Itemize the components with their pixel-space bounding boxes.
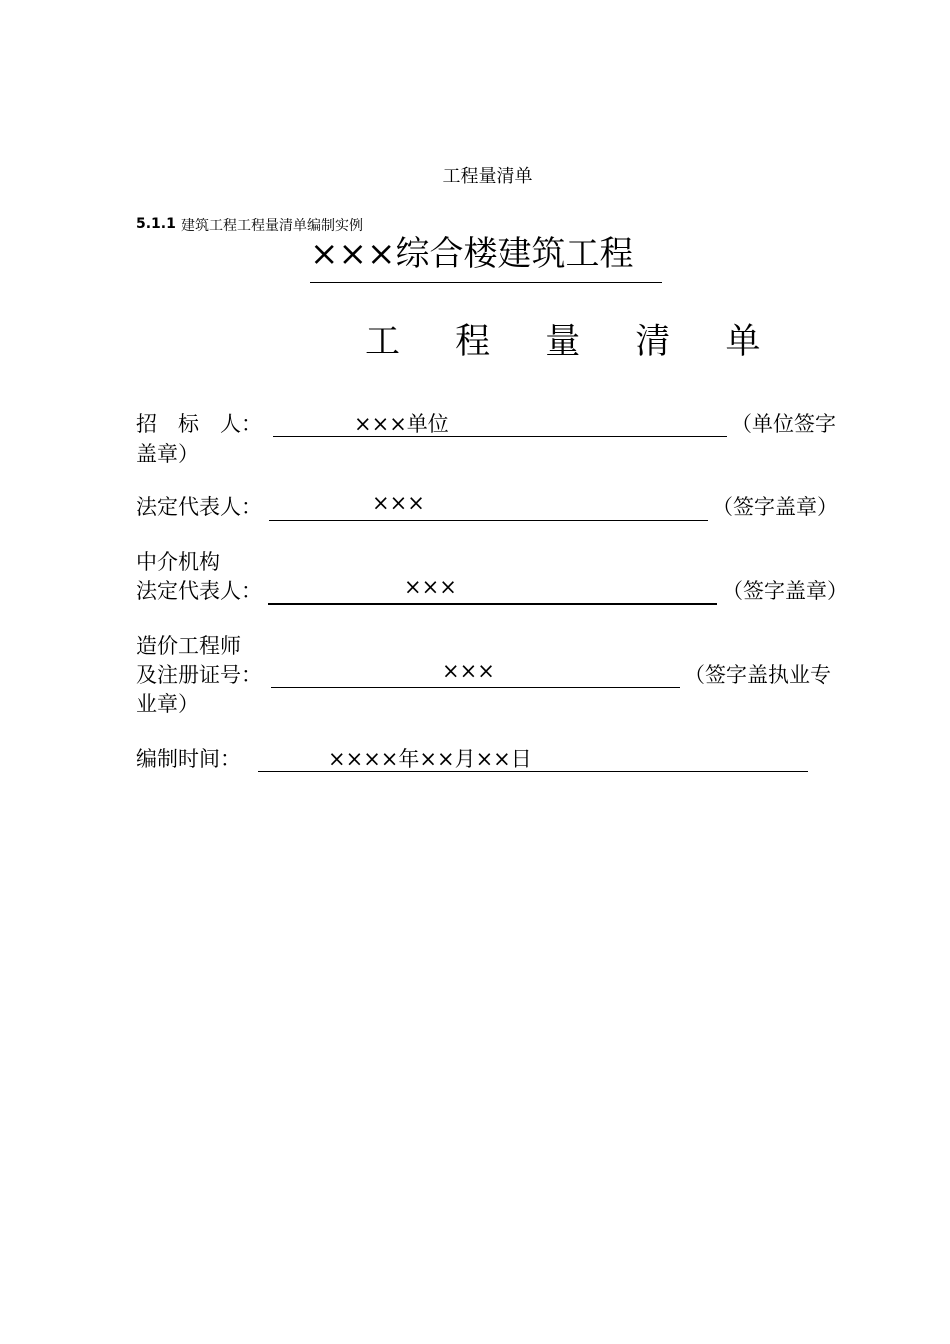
document-title: 工 程 量 清 单	[365, 322, 783, 362]
date-underline	[258, 771, 808, 772]
cost-engineer-label-line2: 及注册证号：	[136, 663, 262, 687]
date-label: 编制时间：	[136, 747, 241, 771]
date-value: ××××年××月××日	[328, 747, 532, 771]
legal-rep-underline	[269, 520, 708, 521]
agency-label-line1: 中介机构	[136, 550, 220, 574]
agency-rep-underline	[268, 603, 717, 605]
cost-engineer-note-continued: 业章）	[136, 692, 199, 716]
tenderer-value: ×××单位	[354, 412, 449, 436]
cost-engineer-note: （签字盖执业专	[684, 663, 831, 687]
tenderer-note-continued: 盖章）	[136, 442, 199, 466]
tenderer-underline	[273, 436, 727, 437]
tenderer-label: 招 标 人：	[136, 412, 262, 436]
agency-rep-value: ×××	[404, 575, 457, 599]
project-name-underline	[310, 282, 662, 283]
project-name: ×××综合楼建筑工程	[310, 234, 634, 274]
tenderer-note: （单位签字	[731, 412, 836, 436]
cost-engineer-underline	[271, 687, 680, 688]
section-title: 建筑工程工程量清单编制实例	[181, 218, 363, 234]
page-header-title: 工程量清单	[442, 166, 533, 187]
cost-engineer-label-line1: 造价工程师	[136, 634, 241, 658]
legal-rep-label: 法定代表人：	[136, 495, 262, 519]
legal-rep-value: ×××	[372, 491, 425, 515]
section-number: 5.1.1	[136, 216, 176, 232]
cost-engineer-value: ×××	[442, 659, 495, 683]
agency-rep-note: （签字盖章）	[722, 579, 848, 603]
agency-label-line2: 法定代表人：	[136, 579, 262, 603]
legal-rep-note: （签字盖章）	[712, 495, 838, 519]
